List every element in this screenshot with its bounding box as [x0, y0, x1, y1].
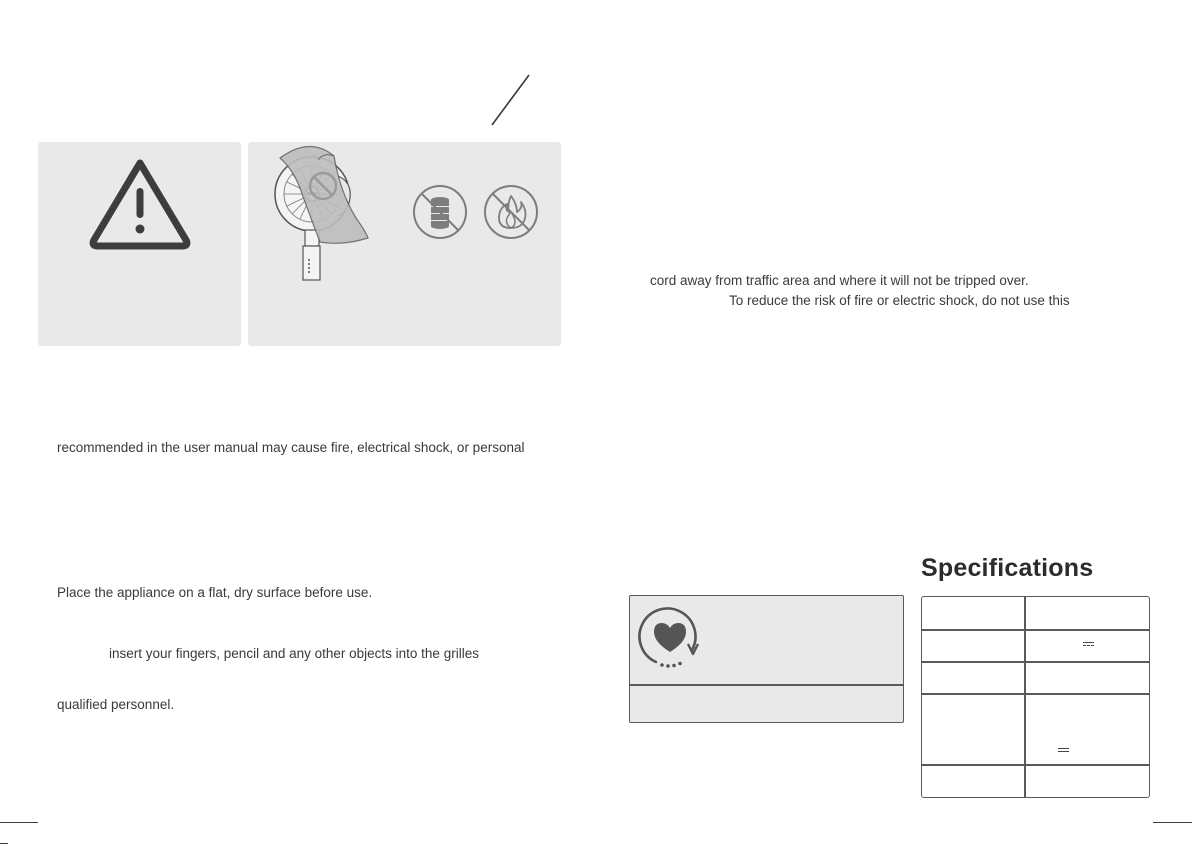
safety-text-line: qualified personnel. — [57, 697, 175, 712]
page-edge-mark — [0, 843, 8, 844]
dc-current-symbol — [1083, 642, 1094, 646]
warning-triangle-icon — [87, 156, 193, 252]
page-edge-mark — [1153, 822, 1192, 823]
table-column-divider — [1024, 597, 1026, 797]
safety-text-line: cord away from traffic area and where it will not be tripped over. — [650, 273, 1029, 288]
no-oil-can-icon — [412, 184, 468, 240]
safety-text-line: Place the appliance on a flat, dry surface before use. — [57, 585, 373, 600]
slash-mark — [486, 72, 534, 128]
safety-text-line: To reduce the risk of fire or electric shock, do not use this — [729, 293, 1070, 308]
table-row-divider — [922, 661, 1149, 663]
specifications-table — [921, 596, 1150, 798]
table-row-divider — [922, 693, 1149, 695]
care-tip-box — [629, 595, 904, 723]
safety-text-line: insert your fingers, pencil and any other objects into the grilles — [109, 646, 479, 661]
dc-current-symbol — [1058, 748, 1069, 754]
table-row-divider — [922, 764, 1149, 766]
safety-text-line: recommended in the user manual may cause fire, electrical shock, or personal — [57, 440, 525, 455]
no-tape-fan-icon — [270, 142, 382, 282]
hazard-illustration-panel — [248, 142, 561, 346]
no-flame-icon — [483, 184, 539, 240]
page-edge-mark — [0, 822, 38, 823]
table-row-divider — [922, 629, 1149, 631]
specifications-title: Specifications — [921, 554, 1094, 582]
heart-cycle-icon — [636, 606, 706, 672]
warning-panel — [38, 142, 241, 346]
care-box-divider — [630, 684, 903, 686]
